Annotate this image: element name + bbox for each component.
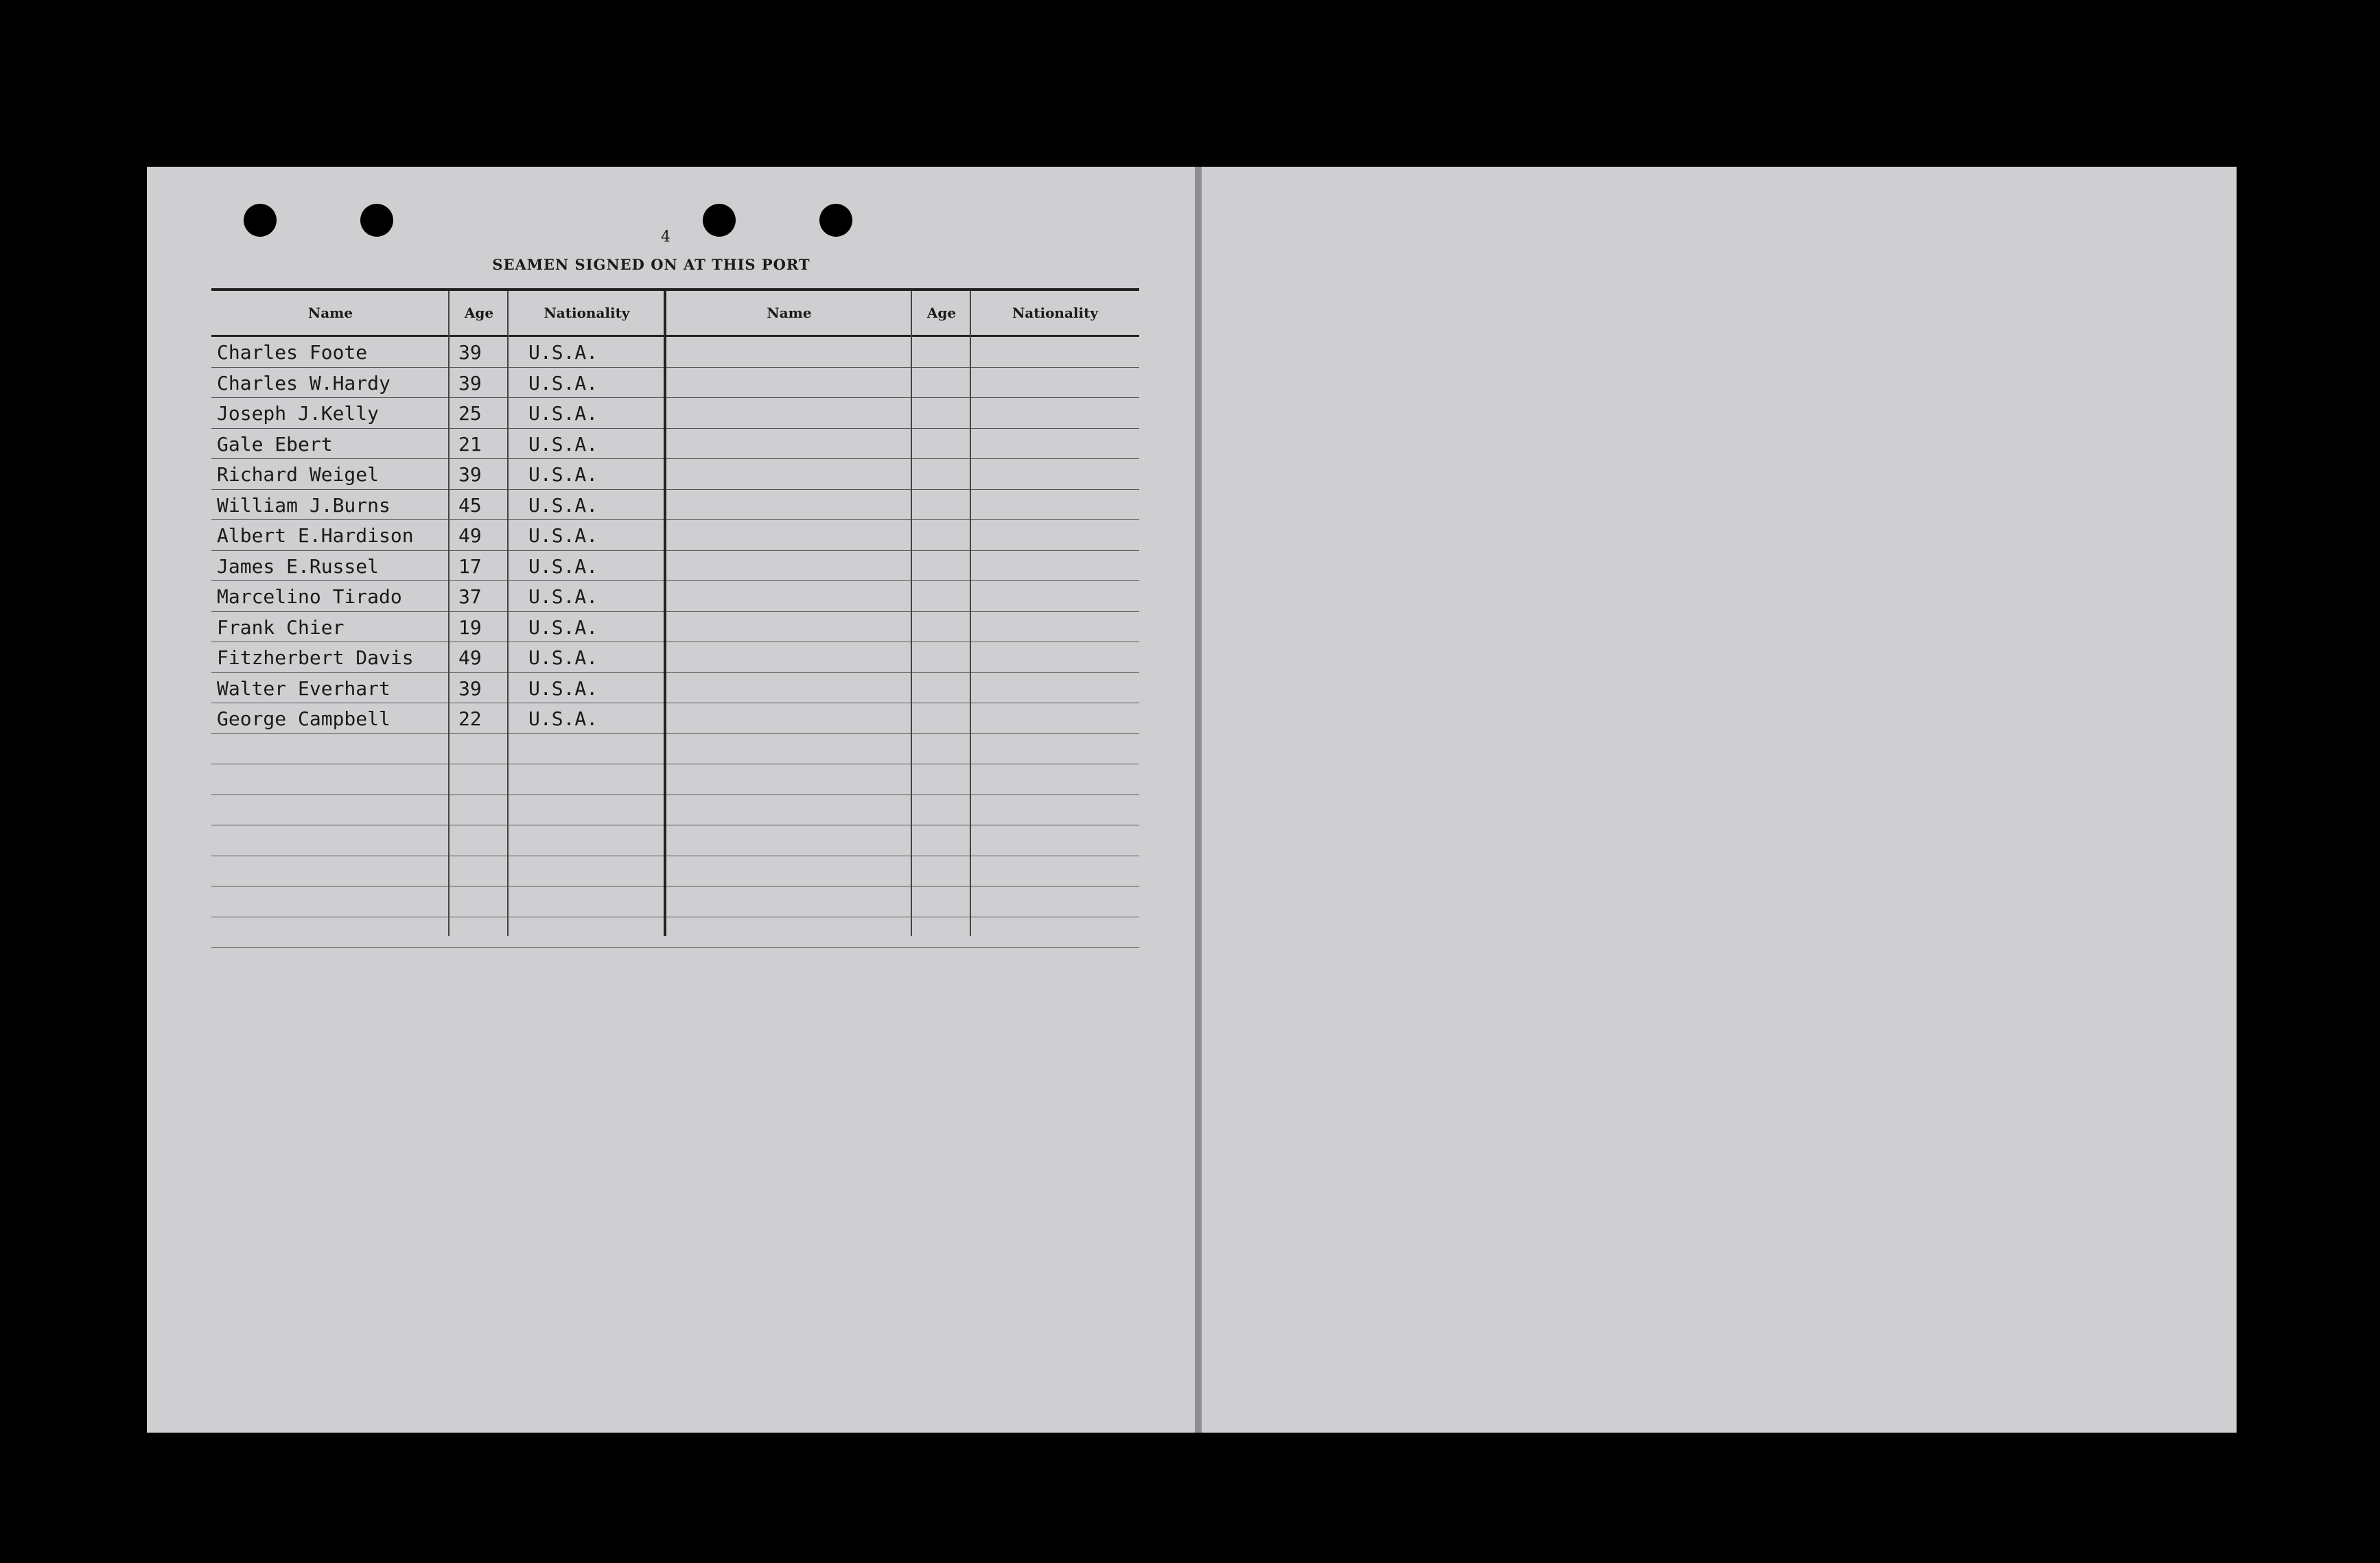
column-divider	[970, 291, 971, 936]
crew-age: 45	[458, 493, 482, 517]
crew-row	[211, 490, 1139, 521]
crew-name: William J.Burns	[217, 493, 390, 517]
crew-nationality: U.S.A.	[528, 524, 598, 547]
header-name-2: Name	[767, 305, 812, 321]
crew-row	[211, 459, 1139, 490]
crew-age: 39	[458, 463, 482, 486]
crew-row	[211, 764, 1139, 795]
header-age: Age	[464, 305, 494, 321]
header-age-2: Age	[926, 305, 957, 321]
crew-nationality: U.S.A.	[528, 615, 598, 639]
page-gutter	[1195, 167, 1202, 1433]
crew-age: 22	[458, 707, 482, 730]
column-divider	[911, 291, 912, 936]
crew-age: 17	[458, 554, 482, 578]
crew-row	[211, 612, 1139, 643]
crew-row	[211, 917, 1139, 948]
column-divider	[448, 291, 450, 936]
crew-age: 39	[458, 677, 482, 700]
header-nationality-2: Nationality	[1012, 305, 1098, 321]
crew-name: George Campbell	[217, 707, 390, 730]
crew-row	[211, 520, 1139, 551]
crew-row	[211, 673, 1139, 704]
crew-age: 19	[458, 615, 482, 639]
punch-hole	[703, 204, 736, 237]
header-nationality: Nationality	[544, 305, 630, 321]
crew-row	[211, 734, 1139, 765]
column-divider	[507, 291, 509, 936]
crew-nationality: U.S.A.	[528, 341, 598, 364]
crew-nationality: U.S.A.	[528, 585, 598, 608]
crew-name: Frank Chier	[217, 615, 345, 639]
punch-hole	[244, 204, 277, 237]
crew-row	[211, 581, 1139, 612]
column-divider	[664, 291, 666, 936]
crew-nationality: U.S.A.	[528, 493, 598, 517]
crew-name: Fitzherbert Davis	[217, 646, 414, 669]
crew-nationality: U.S.A.	[528, 371, 598, 395]
left-page	[147, 167, 1195, 1433]
crew-age: 39	[458, 371, 482, 395]
crew-name: Marcelino Tirado	[217, 585, 402, 608]
table-header	[211, 291, 1139, 337]
crew-nationality: U.S.A.	[528, 677, 598, 700]
crew-row	[211, 825, 1139, 856]
seamen-signed-on-table	[211, 288, 1139, 948]
crew-age: 39	[458, 341, 482, 364]
crew-row	[211, 398, 1139, 429]
right-page	[1202, 167, 2237, 1433]
crew-nationality: U.S.A.	[528, 554, 598, 578]
crew-name: James E.Russel	[217, 554, 380, 578]
crew-row	[211, 642, 1139, 673]
section-title: SEAMEN SIGNED ON AT THIS PORT	[492, 256, 810, 273]
crew-nationality: U.S.A.	[528, 463, 598, 486]
crew-nationality: U.S.A.	[528, 402, 598, 425]
crew-row	[211, 856, 1139, 887]
crew-age: 37	[458, 585, 482, 608]
crew-name: Charles W.Hardy	[217, 371, 390, 395]
crew-row	[211, 551, 1139, 582]
crew-row	[211, 337, 1139, 368]
crew-age: 49	[458, 646, 482, 669]
header-name: Name	[307, 305, 353, 321]
crew-name: Joseph J.Kelly	[217, 402, 380, 425]
crew-name: Charles Foote	[217, 341, 368, 364]
crew-age: 21	[458, 432, 482, 456]
page-number: 4	[661, 228, 670, 246]
crew-name: Gale Ebert	[217, 432, 333, 456]
crew-row	[211, 368, 1139, 399]
crew-age: 25	[458, 402, 482, 425]
crew-row	[211, 429, 1139, 460]
crew-nationality: U.S.A.	[528, 707, 598, 730]
crew-name: Albert E.Hardison	[217, 524, 414, 547]
crew-row	[211, 886, 1139, 917]
crew-row	[211, 703, 1139, 734]
crew-row	[211, 795, 1139, 826]
crew-name: Richard Weigel	[217, 463, 380, 486]
crew-name: Walter Everhart	[217, 677, 390, 700]
punch-hole	[819, 204, 852, 237]
crew-nationality: U.S.A.	[528, 432, 598, 456]
crew-nationality: U.S.A.	[528, 646, 598, 669]
crew-table-body	[211, 337, 1139, 948]
punch-hole	[360, 204, 393, 237]
crew-age: 49	[458, 524, 482, 547]
